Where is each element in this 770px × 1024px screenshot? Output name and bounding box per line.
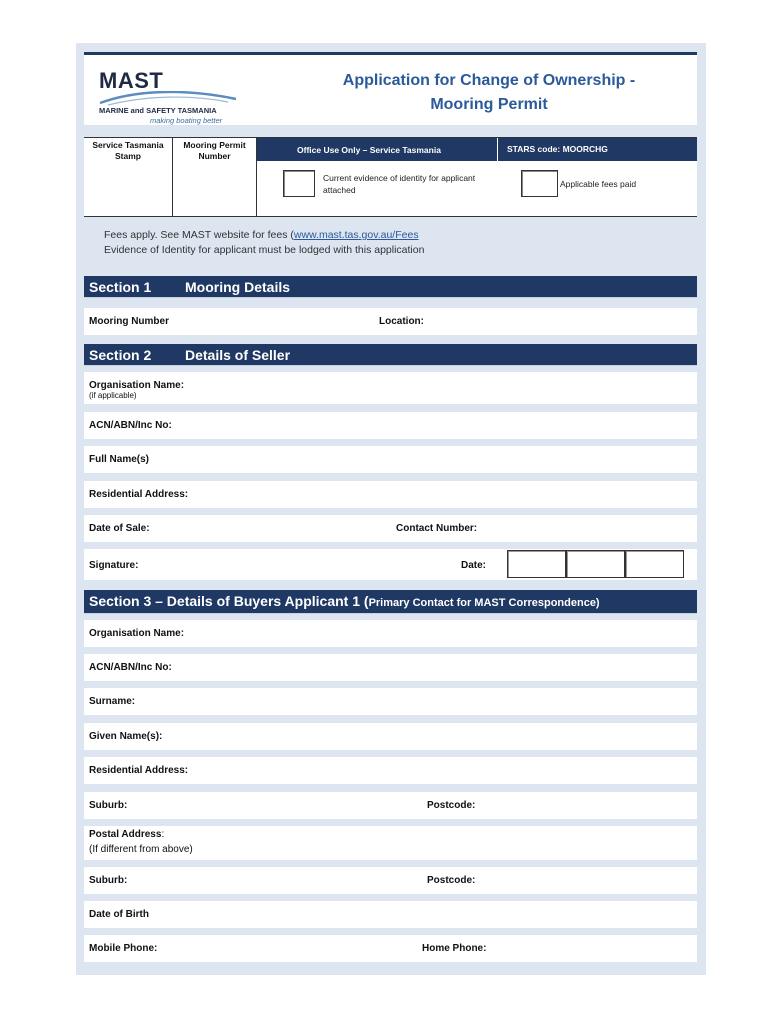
section-3-title (89, 593, 600, 609)
location-label: Location: (379, 316, 424, 327)
date-label: Date: (461, 560, 487, 571)
postal-address-text: Postal Address (89, 829, 162, 840)
date-month-box[interactable] (566, 550, 625, 578)
buyer-phone-row[interactable] (84, 935, 697, 962)
stamp-label-2: Stamp (115, 151, 141, 161)
mooring-row[interactable] (84, 308, 697, 335)
stamp-cell (84, 138, 173, 216)
buyer-org-row[interactable] (84, 620, 697, 647)
page-title (304, 69, 674, 117)
sale-date-row[interactable] (84, 515, 697, 542)
stamp-label: Service Tasmania (92, 140, 164, 150)
fees-paid-label: Applicable fees paid (560, 179, 637, 189)
office-use-table (84, 137, 697, 217)
buyer-surname-row[interactable] (84, 688, 697, 715)
buyer-surname-label: Surname: (89, 696, 136, 707)
fees-notes (104, 228, 424, 258)
mast-logo: MAST (99, 68, 164, 93)
identity-checkbox[interactable] (283, 170, 315, 197)
fees-paid-checkbox[interactable] (521, 170, 558, 197)
permit-label: Mooring Permit (183, 140, 246, 150)
buyer-address-label: Residential Address: (89, 765, 189, 776)
section-1-header (84, 276, 697, 298)
contact-number-label: Contact Number: (396, 523, 478, 534)
buyer-postal-row[interactable] (84, 826, 697, 860)
seller-org-label: Organisation Name: (89, 380, 185, 391)
title-line-1: Application for Change of Ownership - (342, 72, 636, 89)
logo-tagline: making boating better (150, 116, 223, 125)
section-1-number: Section 1 (89, 279, 152, 295)
seller-acn-row[interactable] (84, 412, 697, 439)
buyer-postal-suburb-row[interactable] (84, 867, 697, 894)
buyer-suburb-label: Suburb: (89, 800, 128, 811)
buyer-mobile-label: Mobile Phone: (89, 943, 158, 954)
buyer-postal-sublabel: (If different from above) (89, 844, 193, 855)
buyer-org-label: Organisation Name: (89, 628, 185, 639)
section-3-title-main: Section 3 – Details of Buyers Applicant 1 ( (89, 593, 369, 609)
section-3-title-note: Primary Contact for MAST Correspondence) (368, 597, 600, 609)
fees-text: Fees apply. See MAST website for fees ( (104, 229, 294, 241)
seller-org-row[interactable] (84, 372, 697, 404)
buyer-home-phone-label: Home Phone: (422, 943, 487, 954)
mooring-number-label: Mooring Number (89, 316, 169, 327)
logo-swoosh-icon (98, 91, 238, 107)
office-use-bar (257, 138, 697, 161)
sale-date-label: Date of Sale: (89, 523, 150, 534)
identity-checkbox-label (323, 172, 475, 196)
date-year-box[interactable] (625, 550, 684, 578)
seller-name-row[interactable] (84, 446, 697, 473)
date-day-box[interactable] (507, 550, 566, 578)
buyer-given-names-label: Given Name(s): (89, 731, 163, 742)
buyer-postal-suburb-label: Suburb: (89, 875, 128, 886)
seller-address-row[interactable] (84, 481, 697, 508)
signature-label: Signature: (89, 560, 139, 571)
buyer-address-row[interactable] (84, 757, 697, 784)
buyer-acn-row[interactable] (84, 654, 697, 681)
permit-number-cell[interactable] (173, 138, 257, 216)
buyer-acn-label: ACN/ABN/Inc No: (89, 662, 172, 673)
bar-divider (497, 138, 498, 161)
evidence-note: Evidence of Identity for applicant must be lodged with this application (104, 244, 425, 256)
form-header (84, 52, 697, 125)
seller-address-label: Residential Address: (89, 489, 189, 500)
section-3-header (84, 590, 697, 614)
logo-subtitle: MARINE and SAFETY TASMANIA (99, 106, 217, 115)
fees-note (104, 228, 424, 243)
fees-link[interactable]: www.mast.tas.gov.au/Fees (293, 229, 419, 241)
identity-label-line-1: Current evidence of identity for applicant (323, 173, 476, 183)
section-2-title: Details of Seller (185, 347, 291, 363)
section-2-number: Section 2 (89, 347, 152, 363)
section-2-header (84, 344, 697, 366)
stars-code: STARS code: MOORCHG (507, 144, 608, 154)
buyer-given-names-row[interactable] (84, 723, 697, 750)
buyer-postal-postcode-label: Postcode: (427, 875, 476, 886)
identity-label-line-2: attached (323, 185, 356, 195)
seller-acn-label: ACN/ABN/Inc No: (89, 420, 172, 431)
buyer-postcode-label: Postcode: (427, 800, 476, 811)
buyer-dob-row[interactable] (84, 901, 697, 928)
seller-name-label: Full Name(s) (89, 454, 150, 465)
office-use-label: Office Use Only – Service Tasmania (297, 145, 441, 155)
buyer-suburb-row[interactable] (84, 792, 697, 819)
buyer-dob-label: Date of Birth (89, 909, 149, 920)
postal-colon: : (161, 829, 165, 840)
permit-label-2: Number (198, 151, 231, 161)
buyer-postal-label (89, 829, 164, 840)
seller-org-sublabel: (if applicable) (89, 391, 137, 400)
section-1-title: Mooring Details (185, 279, 291, 295)
title-line-2: Mooring Permit (430, 96, 548, 113)
signature-row[interactable] (84, 549, 697, 580)
